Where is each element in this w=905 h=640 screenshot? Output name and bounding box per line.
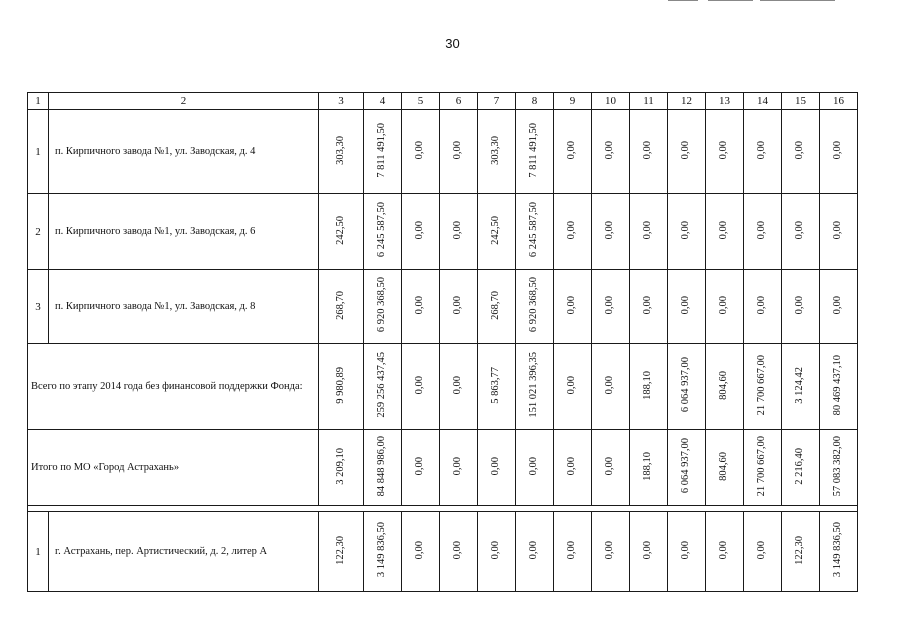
column-number-row xyxy=(28,93,858,110)
value-cell: 0,00 xyxy=(820,110,858,194)
address-cell: п. Кирпичного завода №1, ул. Заводская, д. 8 xyxy=(49,270,319,344)
value-cell: 303,30 xyxy=(319,110,364,194)
page-number: 30 xyxy=(445,36,460,51)
value-cell: 0,00 xyxy=(744,194,782,270)
value-cell: 0,00 xyxy=(592,344,630,430)
value-cell: 0,00 xyxy=(516,512,554,592)
value-cell: 0,00 xyxy=(820,270,858,344)
row-number: 1 xyxy=(28,512,49,592)
value-cell: 0,00 xyxy=(402,270,440,344)
value-cell: 57 083 382,00 xyxy=(820,430,858,506)
value-cell: 6 245 587,50 xyxy=(364,194,402,270)
value-cell: 188,10 xyxy=(630,344,668,430)
value-cell: 0,00 xyxy=(668,512,706,592)
value-cell: 268,70 xyxy=(478,270,516,344)
value-cell: 0,00 xyxy=(402,430,440,506)
value-cell: 0,00 xyxy=(554,194,592,270)
value-cell: 0,00 xyxy=(592,430,630,506)
value-cell: 2 216,40 xyxy=(782,430,820,506)
value-cell: 84 848 986,00 xyxy=(364,430,402,506)
value-cell: 0,00 xyxy=(630,110,668,194)
value-cell: 0,00 xyxy=(706,110,744,194)
value-cell: 122,30 xyxy=(319,512,364,592)
value-cell: 0,00 xyxy=(440,270,478,344)
value-cell: 259 256 437,45 xyxy=(364,344,402,430)
table-row xyxy=(28,194,858,270)
value-cell: 0,00 xyxy=(554,344,592,430)
value-cell: 0,00 xyxy=(440,344,478,430)
col-header: 16 xyxy=(820,93,858,110)
value-cell: 0,00 xyxy=(440,512,478,592)
total-stage-row xyxy=(28,344,858,430)
value-cell: 0,00 xyxy=(592,270,630,344)
data-table xyxy=(27,92,858,592)
col-header: 12 xyxy=(668,93,706,110)
value-cell: 21 700 667,00 xyxy=(744,430,782,506)
value-cell: 0,00 xyxy=(668,194,706,270)
value-cell: 5 863,77 xyxy=(478,344,516,430)
value-cell: 80 469 437,10 xyxy=(820,344,858,430)
col-header: 3 xyxy=(319,93,364,110)
col-header: 5 xyxy=(402,93,440,110)
value-cell: 268,70 xyxy=(319,270,364,344)
row-number: 3 xyxy=(28,270,49,344)
value-cell: 0,00 xyxy=(782,110,820,194)
value-cell: 0,00 xyxy=(402,344,440,430)
col-header: 10 xyxy=(592,93,630,110)
col-header: 4 xyxy=(364,93,402,110)
value-cell: 122,30 xyxy=(782,512,820,592)
value-cell: 151 021 396,35 xyxy=(516,344,554,430)
address-cell: п. Кирпичного завода №1, ул. Заводская, д. 4 xyxy=(49,110,319,194)
value-cell: 0,00 xyxy=(706,512,744,592)
value-cell: 0,00 xyxy=(668,110,706,194)
value-cell: 0,00 xyxy=(440,110,478,194)
value-cell: 804,60 xyxy=(706,344,744,430)
total-mo-row xyxy=(28,430,858,506)
value-cell: 188,10 xyxy=(630,430,668,506)
value-cell: 242,50 xyxy=(319,194,364,270)
col-header: 8 xyxy=(516,93,554,110)
value-cell: 9 980,89 xyxy=(319,344,364,430)
col-header: 14 xyxy=(744,93,782,110)
value-cell: 0,00 xyxy=(668,270,706,344)
value-cell: 0,00 xyxy=(782,270,820,344)
col-header: 1 xyxy=(28,93,49,110)
value-cell: 0,00 xyxy=(402,110,440,194)
value-cell: 303,30 xyxy=(478,110,516,194)
value-cell: 0,00 xyxy=(706,194,744,270)
col-header: 6 xyxy=(440,93,478,110)
value-cell: 0,00 xyxy=(402,194,440,270)
value-cell: 3 209,10 xyxy=(319,430,364,506)
total-mo-label: Итого по МО «Город Астрахань» xyxy=(28,430,319,506)
col-header: 2 xyxy=(49,93,319,110)
col-header: 11 xyxy=(630,93,668,110)
value-cell: 0,00 xyxy=(744,512,782,592)
value-cell: 6 920 368,50 xyxy=(516,270,554,344)
value-cell: 0,00 xyxy=(744,270,782,344)
value-cell: 6 064 937,00 xyxy=(668,430,706,506)
value-cell: 0,00 xyxy=(554,430,592,506)
value-cell: 6 920 368,50 xyxy=(364,270,402,344)
col-header: 9 xyxy=(554,93,592,110)
value-cell: 0,00 xyxy=(440,430,478,506)
value-cell: 3 124,42 xyxy=(782,344,820,430)
value-cell: 0,00 xyxy=(820,194,858,270)
row-number: 1 xyxy=(28,110,49,194)
value-cell: 0,00 xyxy=(554,270,592,344)
value-cell: 0,00 xyxy=(782,194,820,270)
address-cell: п. Кирпичного завода №1, ул. Заводская, д. 6 xyxy=(49,194,319,270)
value-cell: 3 149 836,50 xyxy=(820,512,858,592)
col-header: 15 xyxy=(782,93,820,110)
value-cell: 804,60 xyxy=(706,430,744,506)
value-cell: 6 064 937,00 xyxy=(668,344,706,430)
value-cell: 0,00 xyxy=(554,512,592,592)
value-cell: 6 245 587,50 xyxy=(516,194,554,270)
value-cell: 242,50 xyxy=(478,194,516,270)
value-cell: 21 700 667,00 xyxy=(744,344,782,430)
value-cell: 0,00 xyxy=(478,430,516,506)
value-cell: 0,00 xyxy=(592,110,630,194)
value-cell: 0,00 xyxy=(744,110,782,194)
table-row xyxy=(28,512,858,592)
value-cell: 0,00 xyxy=(440,194,478,270)
value-cell: 0,00 xyxy=(402,512,440,592)
value-cell: 0,00 xyxy=(592,194,630,270)
value-cell: 0,00 xyxy=(516,430,554,506)
col-header: 13 xyxy=(706,93,744,110)
value-cell: 0,00 xyxy=(592,512,630,592)
total-stage-label: Всего по этапу 2014 года без финансовой поддержки Фонда: xyxy=(28,344,319,430)
col-header: 7 xyxy=(478,93,516,110)
value-cell: 0,00 xyxy=(630,270,668,344)
value-cell: 0,00 xyxy=(554,110,592,194)
table-row xyxy=(28,270,858,344)
value-cell: 0,00 xyxy=(630,194,668,270)
value-cell: 3 149 836,50 xyxy=(364,512,402,592)
value-cell: 0,00 xyxy=(630,512,668,592)
value-cell: 0,00 xyxy=(478,512,516,592)
row-number: 2 xyxy=(28,194,49,270)
value-cell: 7 811 491,50 xyxy=(364,110,402,194)
value-cell: 7 811 491,50 xyxy=(516,110,554,194)
value-cell: 0,00 xyxy=(706,270,744,344)
address-cell: г. Астрахань, пер. Артистический, д. 2, литер А xyxy=(49,512,319,592)
table-row xyxy=(28,110,858,194)
